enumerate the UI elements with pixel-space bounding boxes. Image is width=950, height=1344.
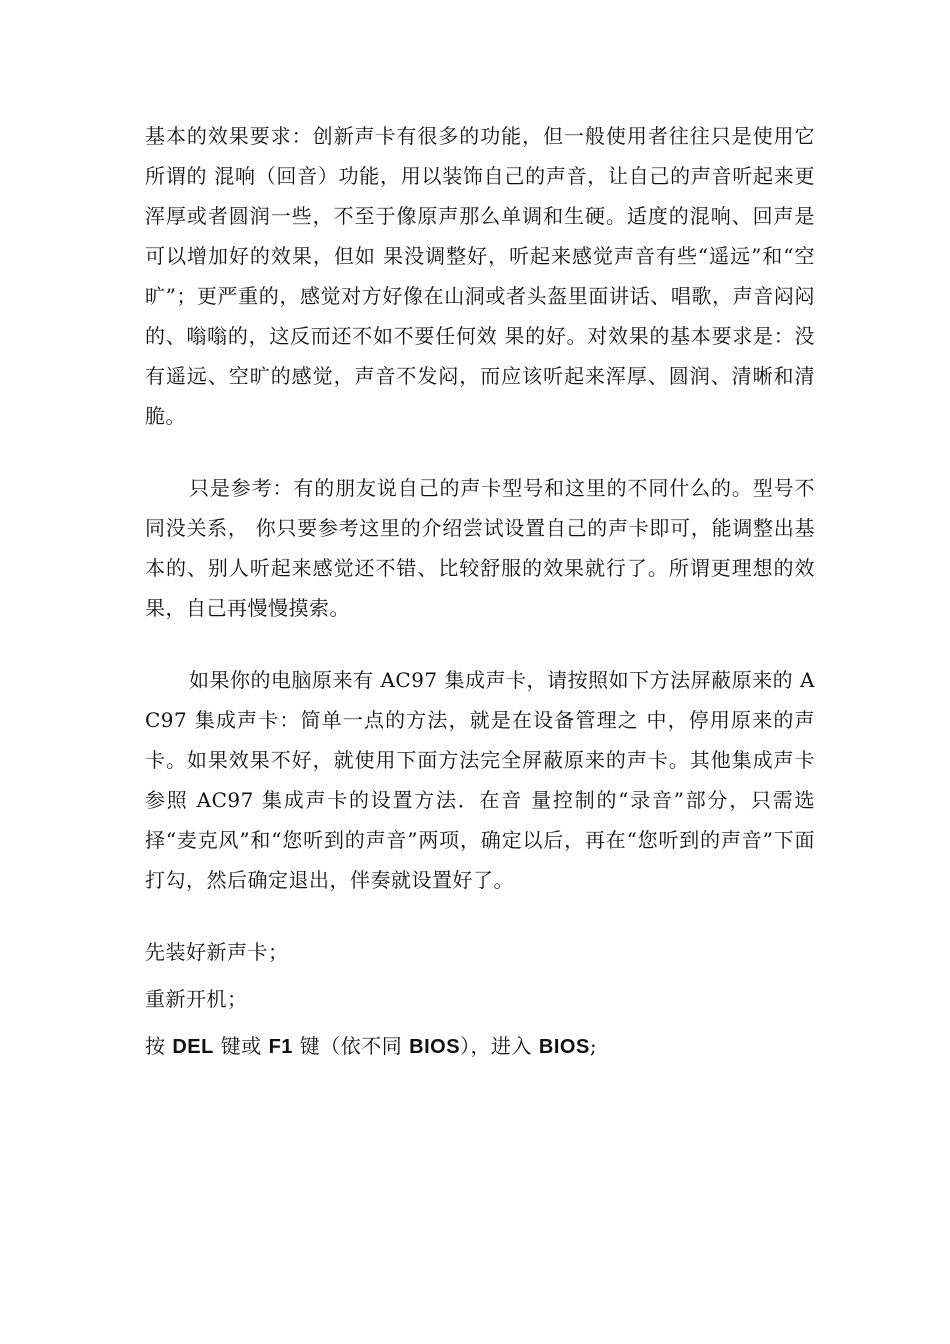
step-enter-bios-mid2: 键（依不同 [292,1034,410,1058]
paragraph-ac97-instructions: 如果你的电脑原来有 AC97 集成声卡，请按照如下方法屏蔽原来的 AC97 集成声卡：简单一点的方法，就是在设备管理之 中，停用原来的声卡。如果效果不好，就使用下面方法完全屏蔽原来的声卡。其他集成声卡参照 AC97 集成声卡的设置方法．在音 量控制的“录音”部分，只需选择“麦克风”和“您听到的声音”两项，确定以后，再在“您听到的声音”下面打勾，然后确定退出，伴奏就设置好了。 [145,668,815,892]
line-spacer [145,972,815,979]
paragraph-spacer [145,436,815,468]
document-body [145,116,815,1067]
step-enter-bios [145,1026,815,1067]
paragraph-reference-only: 只是参考：有的朋友说自己的声卡型号和这里的不同什么的。型号不同没关系， 你只要参考这里的介绍尝试设置自己的声卡即可，能调整出基本的、别人听起来感觉还不错、比较舒服的效果就行了。所谓更理想的效果，自己再慢慢摸索。 [145,476,815,620]
key-f1: F1 [268,1036,293,1058]
step-enter-bios-mid1: 键或 [213,1034,269,1058]
step-enter-bios-mid3: ），进入 [460,1034,539,1058]
bios-term: BIOS [538,1036,590,1058]
bios-term: BIOS [409,1036,461,1058]
step-enter-bios-prefix: 按 [145,1034,173,1058]
key-del: DEL [172,1036,214,1058]
paragraph-spacer [145,900,815,932]
line-spacer [145,1019,815,1026]
paragraph-effect-requirements: 基本的效果要求：创新声卡有很多的功能，但一般使用者往往只是使用它所谓的 混响（回音）功能，用以装饰自己的声音，让自己的声音听起来更浑厚或者圆润一些，不至于像原声那么单调和生硬。适度的混响、回声是可以增加好的效果，但如 果没调整好，听起来感觉声音有些“遥远”和“空旷”；更严重的，感觉对方好像在山洞或者头盔里面讲话、唱歌，声音闷闷的、嗡嗡的，这反而还不如不要任何效 果的好。对效果的基本要求是：没有遥远、空旷的感觉，声音不发闷，而应该听起来浑厚、圆润、清晰和清脆。 [145,124,815,428]
step-enter-bios-suffix: ; [589,1034,598,1058]
step-restart: 重新开机； [145,987,248,1011]
step-install-card: 先装好新声卡； [145,940,289,964]
paragraph-spacer [145,628,815,660]
